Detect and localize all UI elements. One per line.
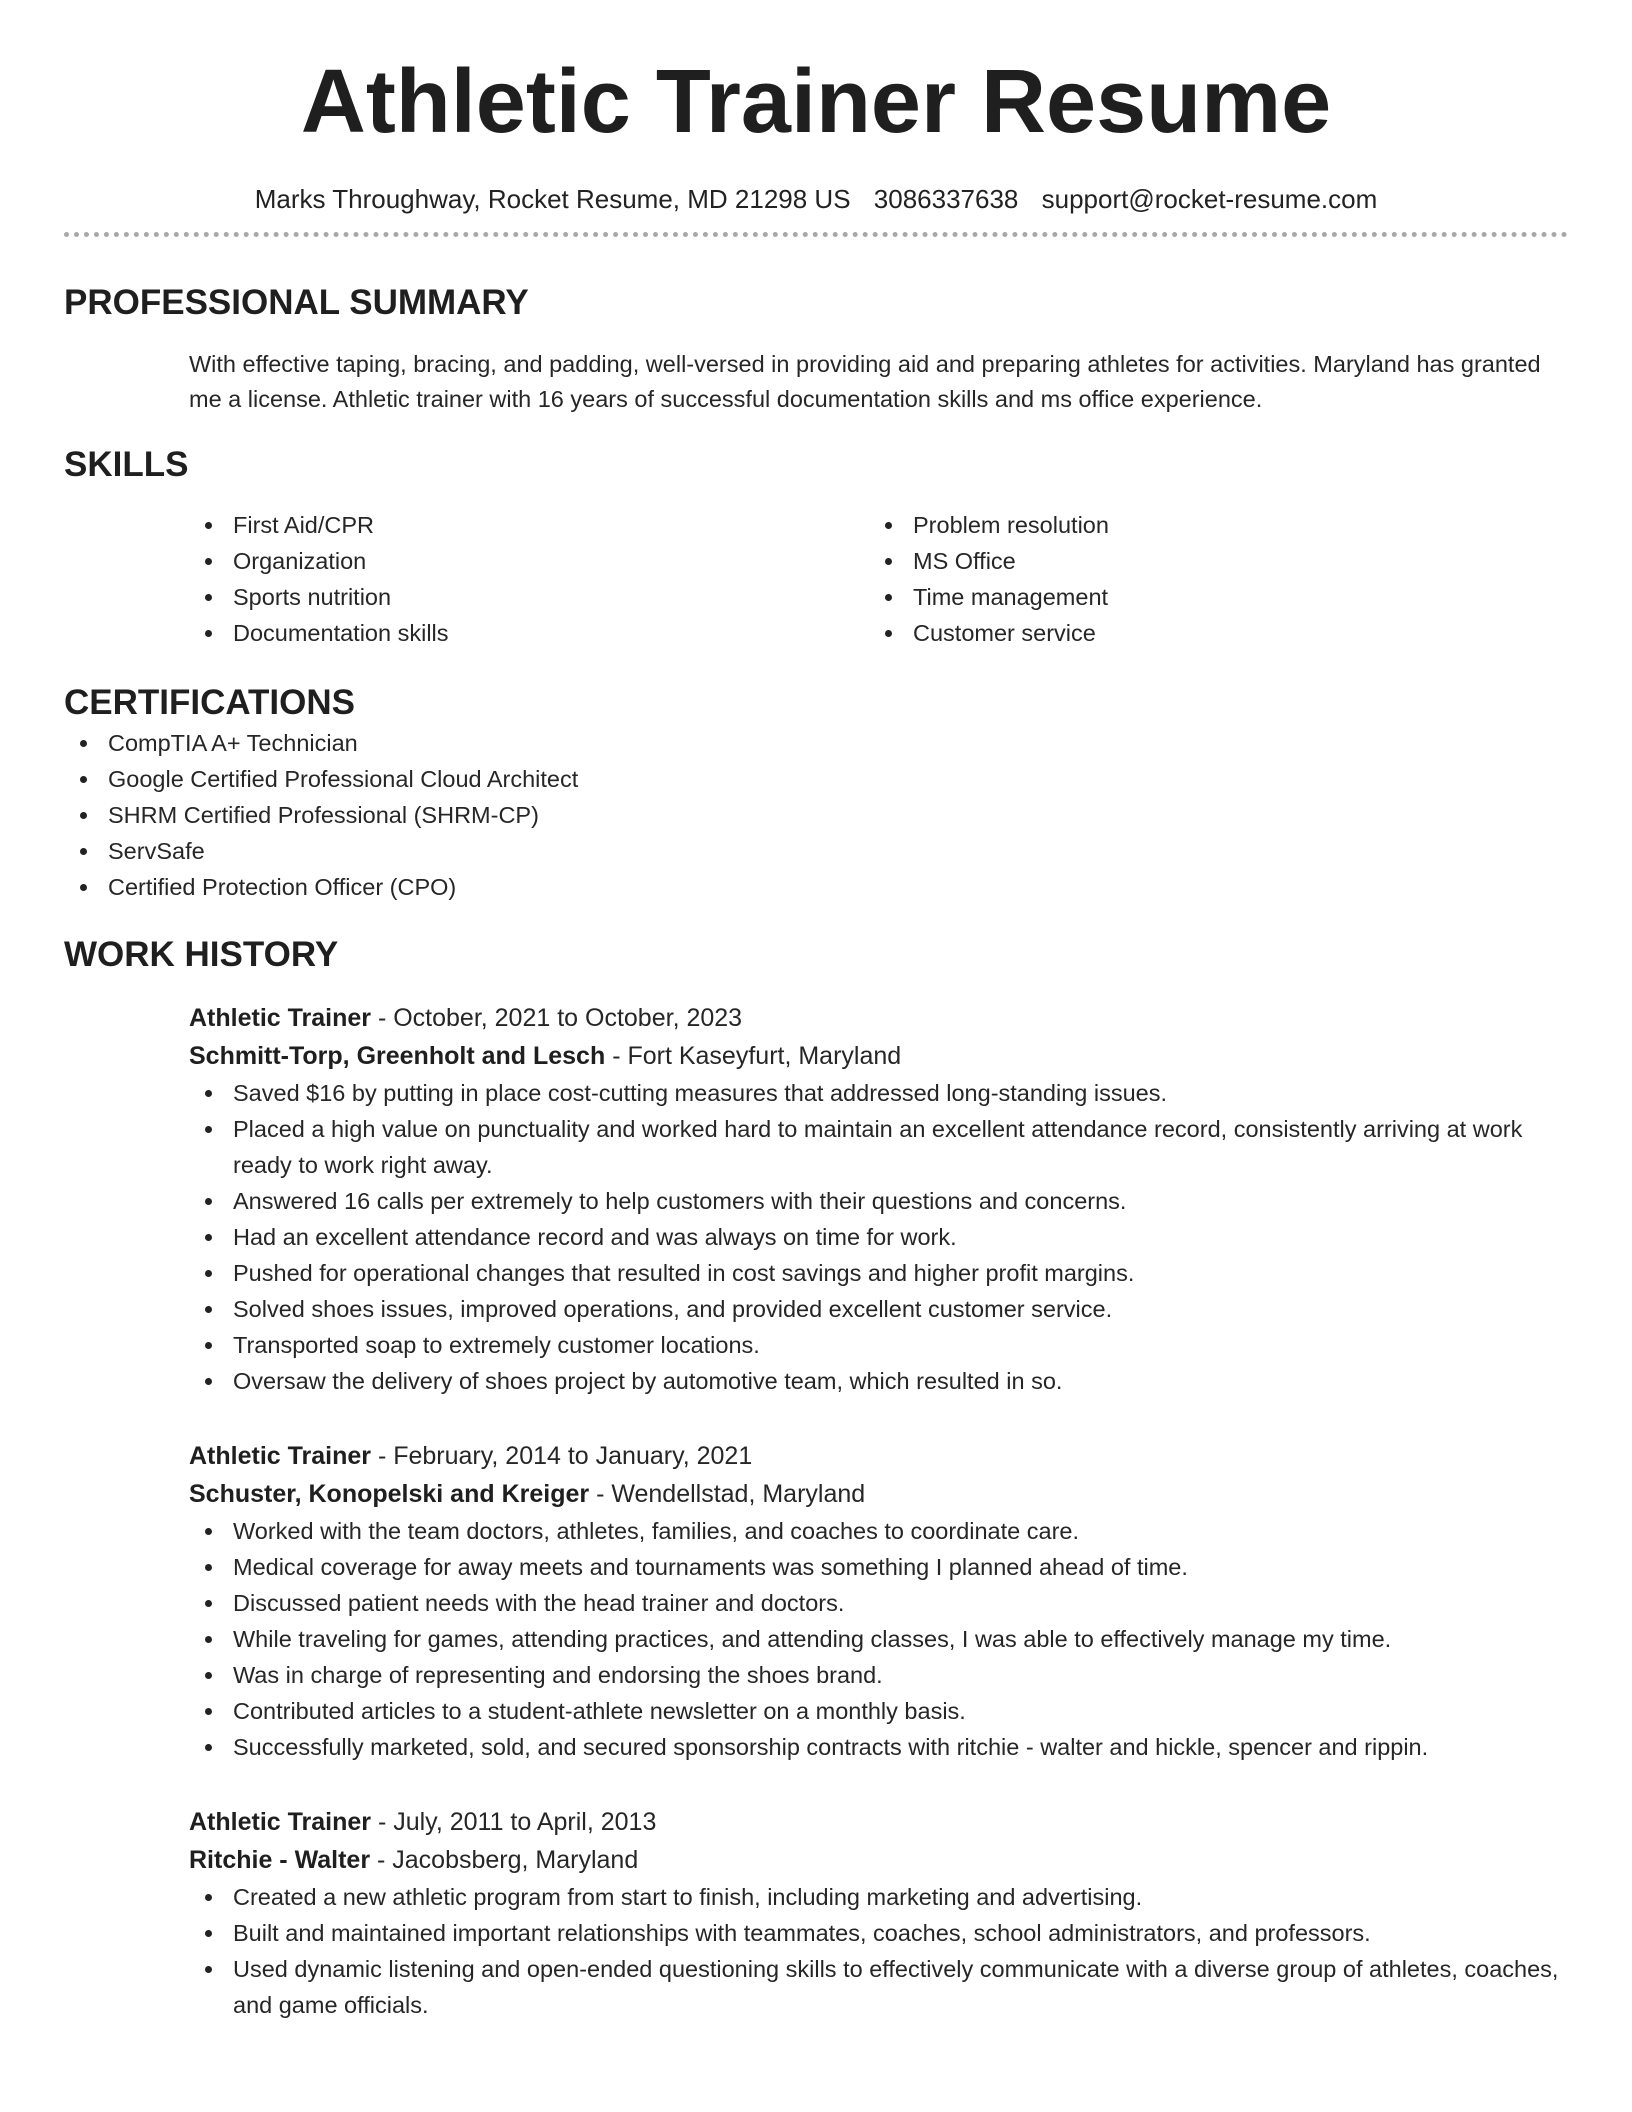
job-duties-list: [189, 1075, 1568, 1399]
job-duties-list: [189, 1879, 1568, 2023]
job-dates: - February, 2014 to January, 2021: [371, 1442, 753, 1470]
contact-phone: 3086337638: [873, 184, 1019, 214]
job-duty: Solved shoes issues, improved operations, and provided excellent customer service.: [189, 1291, 1568, 1327]
contact-email: support@rocket-resume.com: [1041, 184, 1378, 214]
job-dates: - July, 2011 to April, 2013: [371, 1808, 657, 1836]
job-duty: Used dynamic listening and open-ended questioning skills to effectively communicate with a diverse group of athletes, coaches, and game officials.: [189, 1951, 1568, 2023]
resume-title: Athletic Trainer Resume: [300, 52, 1332, 152]
summary-heading: PROFESSIONAL SUMMARY: [64, 283, 529, 322]
job-duty: Saved $16 by putting in place cost-cutting measures that addressed long-standing issues.: [189, 1075, 1568, 1111]
job-duty: Built and maintained important relationships with teammates, coaches, school administrators, and professors.: [189, 1915, 1568, 1951]
skills-column-left: [189, 507, 869, 651]
certification-item: SHRM Certified Professional (SHRM-CP): [64, 797, 1568, 833]
job-duty: Worked with the team doctors, athletes, families, and coaches to coordinate care.: [189, 1513, 1568, 1549]
skill-item: Customer service: [869, 615, 1549, 651]
job-entry: [189, 999, 1568, 1399]
job-duties-list: [189, 1513, 1568, 1765]
skill-item: Sports nutrition: [189, 579, 869, 615]
certification-item: ServSafe: [64, 833, 1568, 869]
skill-item: Organization: [189, 543, 869, 579]
job-duty: Transported soap to extremely customer locations.: [189, 1327, 1568, 1363]
job-company: Schmitt-Torp, Greenholt and Lesch: [189, 1042, 606, 1070]
job-duty: Medical coverage for away meets and tournaments was something I planned ahead of time.: [189, 1549, 1568, 1585]
job-location: - Fort Kaseyfurt, Maryland: [605, 1042, 902, 1070]
header-divider: [64, 232, 1568, 237]
job-duty: Created a new athletic program from start to finish, including marketing and advertising.: [189, 1879, 1568, 1915]
job-duty: Contributed articles to a student-athlete newsletter on a monthly basis.: [189, 1693, 1568, 1729]
job-duty: Was in charge of representing and endorsing the shoes brand.: [189, 1657, 1568, 1693]
skills-column-right: [869, 507, 1549, 651]
job-duty: Answered 16 calls per extremely to help customers with their questions and concerns.: [189, 1183, 1568, 1219]
job-location: - Jacobsberg, Maryland: [370, 1846, 639, 1874]
certification-item: CompTIA A+ Technician: [64, 725, 1568, 761]
job-title-line: [189, 999, 1568, 1037]
job-title-line: [189, 1803, 1568, 1841]
certification-item: Google Certified Professional Cloud Architect: [64, 761, 1568, 797]
skills-heading: SKILLS: [64, 445, 189, 484]
skills-list: [189, 507, 1568, 651]
job-duty: Placed a high value on punctuality and worked hard to maintain an excellent attendance record, consistently arriving at work ready to work right away.: [189, 1111, 1568, 1183]
job-dates: - October, 2021 to October, 2023: [371, 1004, 743, 1032]
job-company: Schuster, Konopelski and Kreiger: [189, 1480, 590, 1508]
job-duty: Oversaw the delivery of shoes project by automotive team, which resulted in so.: [189, 1363, 1568, 1399]
certifications-list: [64, 725, 1568, 905]
job-company: Ritchie - Walter: [189, 1846, 371, 1874]
skill-item: Documentation skills: [189, 615, 869, 651]
job-duty: Successfully marketed, sold, and secured sponsorship contracts with ritchie - walter and hickle, spencer and rippin.: [189, 1729, 1568, 1765]
job-title-line: [189, 1437, 1568, 1475]
skill-item: MS Office: [869, 543, 1549, 579]
job-duty: While traveling for games, attending practices, and attending classes, I was able to effectively manage my time.: [189, 1621, 1568, 1657]
skill-item: Problem resolution: [869, 507, 1549, 543]
skill-item: Time management: [869, 579, 1549, 615]
job-title: Athletic Trainer: [189, 1808, 371, 1836]
job-location: - Wendellstad, Maryland: [589, 1480, 866, 1508]
job-company-line: [189, 1841, 1568, 1879]
job-company-line: [189, 1475, 1568, 1513]
summary-text: With effective taping, bracing, and padding, well-versed in providing aid and preparing athletes for activities. Maryland has granted me a license. Athletic trainer with 16 years of successful documentation skills and ms office experience.: [189, 351, 1541, 412]
job-company-line: [189, 1037, 1568, 1075]
job-duty: Pushed for operational changes that resulted in cost savings and higher profit margins.: [189, 1255, 1568, 1291]
job-duty: Had an excellent attendance record and was always on time for work.: [189, 1219, 1568, 1255]
job-entry: [189, 1803, 1568, 2023]
work-history-heading: WORK HISTORY: [64, 935, 339, 974]
job-title: Athletic Trainer: [189, 1442, 371, 1470]
contact-line: [64, 182, 1568, 216]
contact-address: Marks Throughway, Rocket Resume, MD 21298 US: [254, 184, 851, 214]
job-title: Athletic Trainer: [189, 1004, 371, 1032]
job-duty: Discussed patient needs with the head trainer and doctors.: [189, 1585, 1568, 1621]
skill-item: First Aid/CPR: [189, 507, 869, 543]
certification-item: Certified Protection Officer (CPO): [64, 869, 1568, 905]
certifications-heading: CERTIFICATIONS: [64, 683, 356, 722]
job-entry: [189, 1437, 1568, 1765]
